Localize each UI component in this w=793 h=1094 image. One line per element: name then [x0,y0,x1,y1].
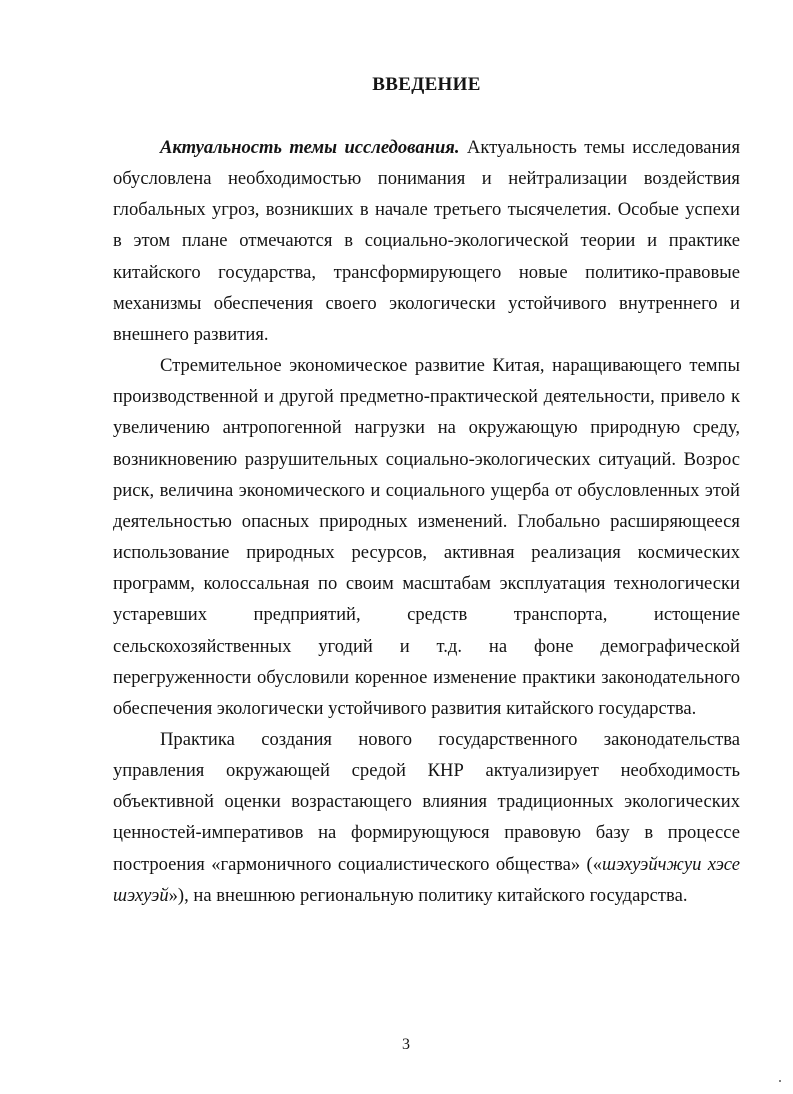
paragraph-text: Актуальность темы исследования обусловлена необходимостью понимания и нейтрализации воздействия глобальных угроз, возникших в начале третьего тысячелетия. Особые успехи в этом плане отмечаются в социально-экологической теории и практике китайского государства, трансформирующего новые политико-правовые механизмы обеспечения своего экологически устойчивого внутреннего и внешнего развития. [113,137,741,345]
paragraph-relevance [113,132,740,350]
paragraph-economic-development [113,350,740,724]
paragraph-text: »), на внешнюю региональную политику китайского государства. [168,884,688,906]
body-text [113,132,740,911]
paragraph-lead-phrase: Актуальность темы исследования. [160,137,460,158]
transliterated-term: шэхуэйчжуи хэсе шэхуэй [113,853,740,906]
paragraph-text: Стремительное экономическое развитие Китая, наращивающего темпы производственной и другой предметно-практической деятельности, привело к увеличению антропогенной нагрузки на окружающую природную среду, возникновению разрушительных социально-экологических ситуаций. Возрос риск, величина экономического и социального ущерба от обусловленных этой деятельностью опасных природных изменений. Глобально расширяющееся использование природных ресурсов, активная реализация космических программ, колоссальная по своим масштабам эксплуатация технологически устаревших предприятий, средств транспорта, истощение сельскохозяйственных угодий и т.д. на фоне демографической перегруженности обусловили коренное изменение практики законодательного обеспечения экологически устойчивого развития китайского государства. [113,355,740,719]
paragraph-text: Практика создания нового государственного законодательства управления окружающей средой КНР актуализирует необходимость объективной оценки возрастающего влияния традиционных экологических ценностей-императивов на формирующуюся правовую базу в процессе построения «гармоничного социалистического общества» (« [113,728,740,875]
scan-speck [779,1080,781,1082]
section-heading: ВВЕДЕНИЕ [372,74,481,95]
paragraph-legislation-practice [113,724,740,911]
page-number: 3 [402,1036,410,1053]
